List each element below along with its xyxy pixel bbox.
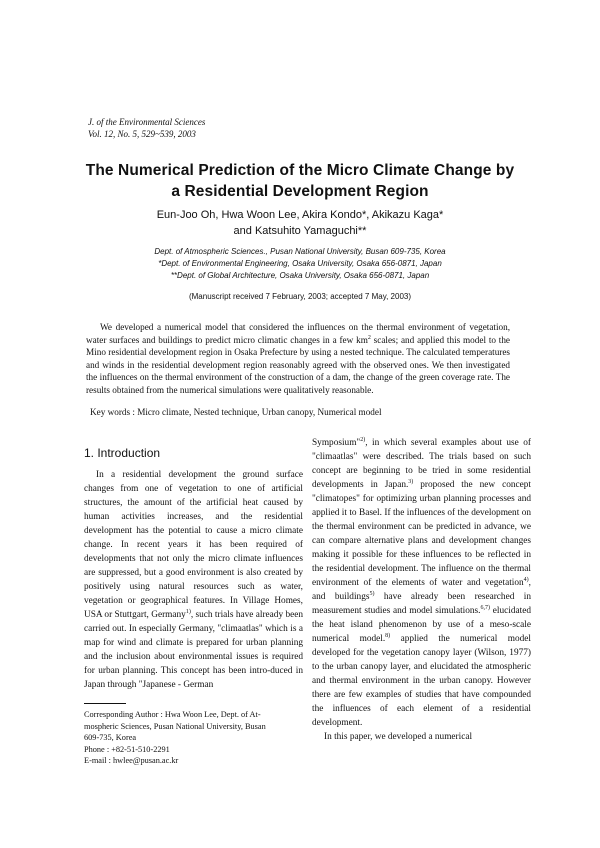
paper-title (60, 160, 540, 202)
abstract-text (86, 321, 510, 397)
affiliation-1: Dept. of Atmospheric Sciences., Pusan National University, Busan 609-735, Korea (154, 247, 446, 256)
affiliation-2: *Dept. of Environmental Engineering, Osaka University, Osaka 656-0871, Japan (158, 259, 442, 268)
author-line1: Eun-Joo Oh, Hwa Woon Lee, Akira Kondo*, Akikazu Kaga* (156, 209, 444, 221)
text-run: , such trials have already been carried out. In especially Germany, "climaatlas" which is a map for wind and climate is prepared for urban planning and the inclusion about environmental issues is required for urban planning. This concept has been intro-duced in Japan through "Japanese - German (84, 610, 303, 690)
text-run: proposed the new concept "climatopes" for optimizing urban planning processes and applied it to Basel. If the influences of the development on the thermal environment can be predicted in advance, we can compare alternative plans and development changes making it possible for these influences to be reflected in the residential development. The influence on the thermal environment of the elements of water and vegetation (312, 480, 531, 588)
author-list (60, 207, 540, 239)
citation-ref: 8) (385, 632, 391, 639)
text-run: have already been researched in measurement studies and model simulations. (312, 592, 532, 616)
corresponding-author-footnote (84, 709, 304, 767)
abstract (86, 321, 510, 397)
left-column (84, 468, 303, 692)
citation-ref: 3) (408, 478, 414, 485)
citation-ref: 6,7) (480, 604, 490, 611)
keywords: Key words : Micro climate, Nested technique, Urban canopy, Numerical model (90, 407, 382, 417)
abstract-text-part2: scales; and applied this model to the Mino residential development region in Osaka Prefecture by using a nested technique. The calculated temperatures and winds in the residential development region reasonably agreed with the observed ones. We then investigated the influences on the thermal environment of the construction of a dam, the change of the green coverage rate. The results obtained from the numerical simulations were qualitatively reasonable. (86, 334, 511, 395)
text-run: , in which several examples about use of "climaatlas" were described. The trials based on such concept are beginning to be tried in some residential developments in Japan. (312, 438, 531, 490)
citation-ref: 2) (360, 436, 366, 443)
citation-ref: 5) (369, 590, 375, 597)
journal-name: J. of the Environmental Sciences (88, 117, 206, 127)
paper-title-line1: The Numerical Prediction of the Micro Climate Change by (85, 162, 515, 179)
footnote-phone: Phone : +82-51-510-2291 (84, 744, 170, 754)
intro-paragraph-2: In this paper, we developed a numerical (324, 732, 473, 742)
text-run: , and buildings (312, 578, 531, 602)
footnote-line: mospheric Sciences, Pusan National University, Busan (84, 721, 266, 731)
footnote-line: 609-735, Korea (84, 733, 137, 743)
text-run: applied the numerical model developed for the vegetation canopy layer (Wilson, 1977) to the urban canopy layer, and elucidated the atmospheric and thermal environment in the urban canopy. However there are few examples of studies that have compounded the influences of each element of a residential development. (312, 634, 531, 728)
journal-reference (88, 116, 205, 140)
citation-ref: 1) (185, 608, 191, 615)
affiliations (60, 246, 540, 282)
right-column (312, 436, 531, 744)
text-run: elucidated the heat island phenomenon by use of a meso-scale numerical model. (312, 606, 531, 644)
intro-paragraph-1 (84, 468, 303, 692)
citation-ref: 4) (523, 576, 529, 583)
footnote-email: E-mail : hwlee@pusan.ac.kr (84, 756, 179, 766)
text-run: Symposium" (312, 438, 361, 448)
author-line2: and Katsuhito Yamaguchi** (233, 225, 367, 237)
paper-title-line2: a Residential Development Region (171, 183, 429, 200)
intro-paragraph-cont (312, 436, 531, 730)
abstract-superscript: 2 (367, 334, 371, 341)
journal-volume: Vol. 12, No. 5, 529~539, 2003 (88, 129, 196, 139)
section-heading: 1. Introduction (84, 446, 161, 460)
manuscript-dates: (Manuscript received 7 February, 2003; accepted 7 May, 2003) (188, 292, 412, 301)
abstract-text-part1: We developed a numerical model that considered the influences on the thermal environment of vegetation, water surfaces and buildings to predict micro climatic changes in a few km (86, 322, 510, 345)
affiliation-3: **Dept. of Global Architecture, Osaka University, Osaka 656-0871, Japan (170, 271, 430, 280)
footnote-line: Corresponding Author : Hwa Woon Lee, Dept. of At- (84, 710, 261, 719)
text-run: In a residential development the ground surface changes from one of vegetation to one of artificial structures, the amount of the artificial heat caused by human activities increases, and the residential development has the potential to cause a micro climate change. In recent years it has been required of developments that not only the micro climate influences are suppressed, but a good environment is also created by positively using natural resources such as water, vegetation or geographical features. In Village Homes, USA or Stuttgart, Germany (84, 470, 303, 620)
footnote-rule (84, 703, 126, 704)
